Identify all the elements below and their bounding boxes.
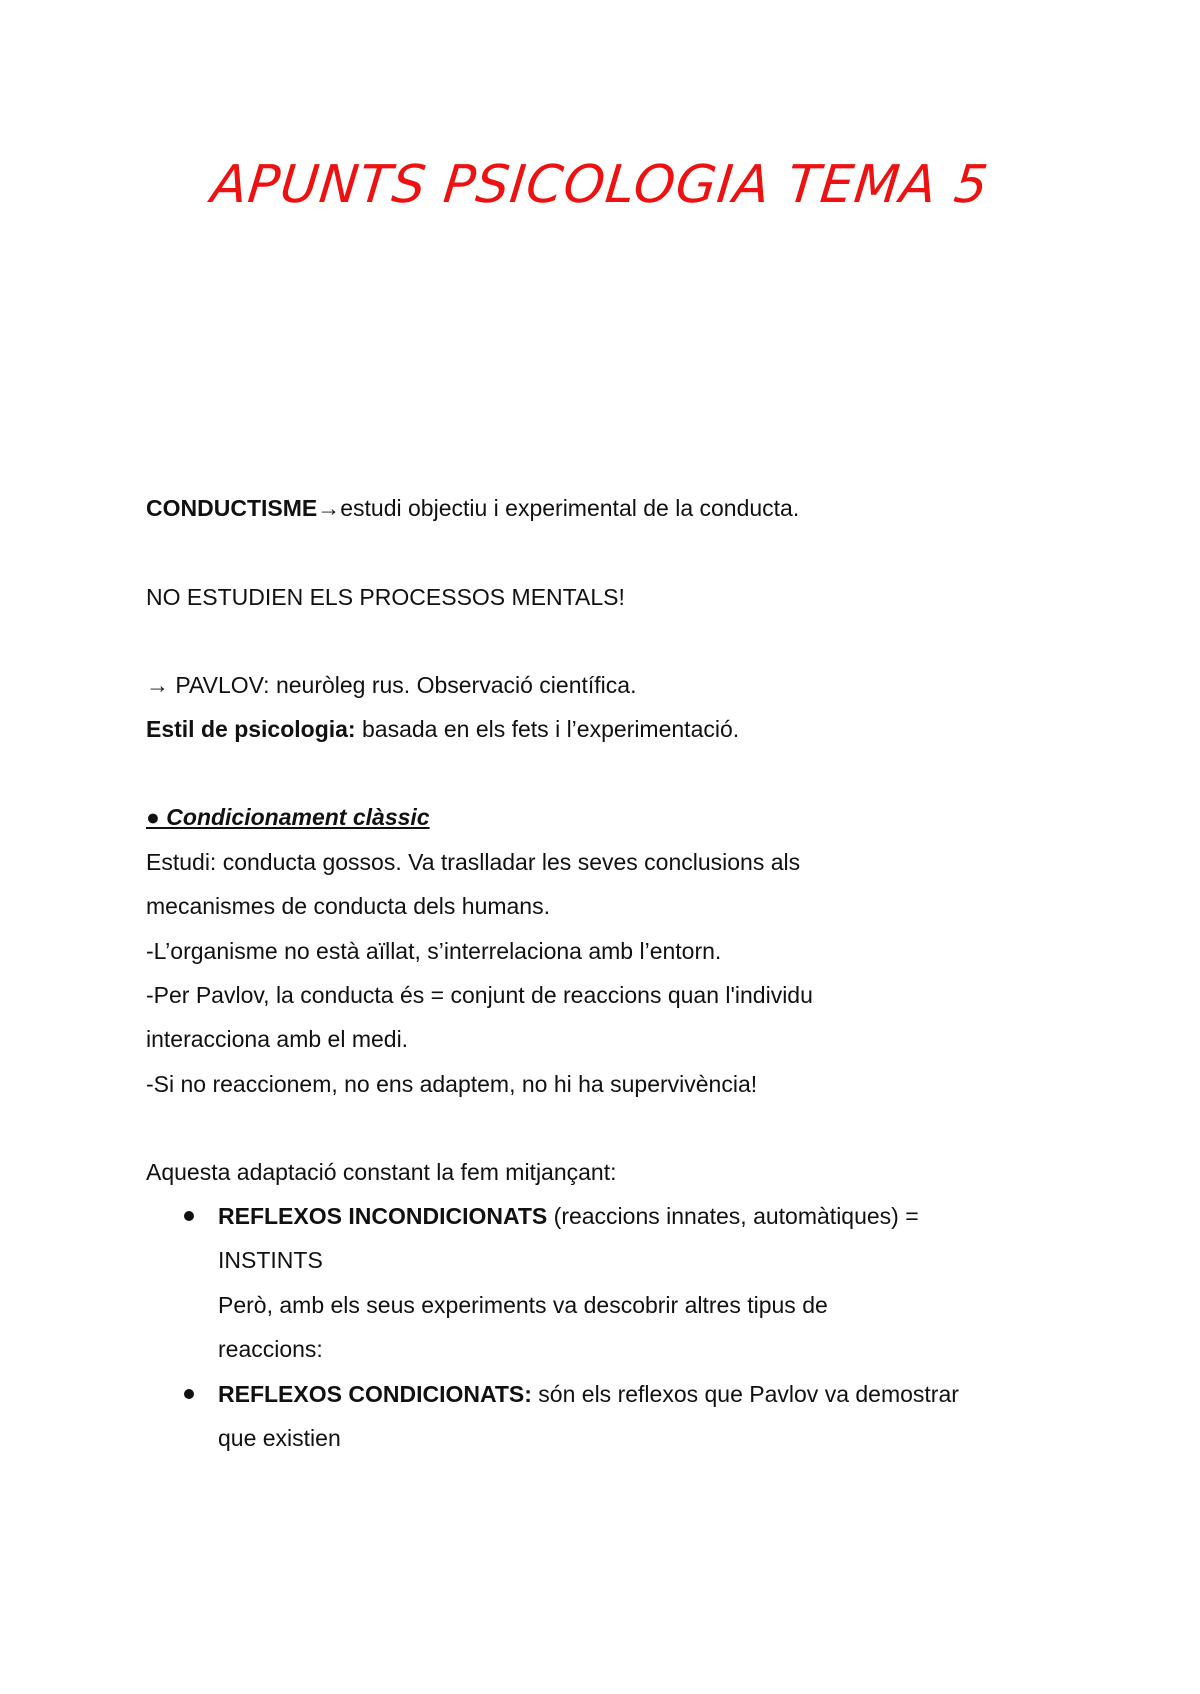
document-title: APUNTS PSICOLOGIA TEMA 5 <box>208 155 992 215</box>
conductisme-line <box>146 492 799 524</box>
conductisme-definition: →estudi objectiu i experimental de la conducta. <box>317 495 800 521</box>
estil-term: Estil de psicologia: <box>146 716 356 742</box>
bullet2-text: són els reflexos que Pavlov va demostrar <box>531 1381 959 1407</box>
bullet2-line2: que existien <box>218 1425 341 1451</box>
pavlov-line: → PAVLOV: neuròleg rus. Observació científica. <box>146 672 637 698</box>
bullet1-line4: reaccions: <box>218 1336 323 1362</box>
para4-line: -Si no reaccionem, no ens adaptem, no hi ha supervivència! <box>146 1071 758 1097</box>
section-heading-condicionament: ● Condicionament clàssic <box>146 804 430 830</box>
bullet1-line2: INSTINTS <box>218 1247 323 1273</box>
para3-line1: -Per Pavlov, la conducta és = conjunt de reaccions quan l'individu <box>146 982 813 1008</box>
estil-line <box>146 713 739 745</box>
bullet1-text: (reaccions innates, automàtiques) = <box>547 1203 919 1229</box>
no-estudien-line: NO ESTUDIEN ELS PROCESSOS MENTALS! <box>146 584 625 610</box>
para1-line2: mecanismes de conducta dels humans. <box>146 893 550 919</box>
bullet2-term: REFLEXOS CONDICIONATS: <box>218 1381 532 1407</box>
bullet1-line1 <box>218 1200 919 1232</box>
bullet-dot-icon <box>184 1211 194 1221</box>
bullet2-line1 <box>218 1378 959 1410</box>
bullet-dot-icon <box>184 1389 194 1399</box>
para3-line2: interacciona amb el medi. <box>146 1026 409 1052</box>
bullet1-term: REFLEXOS INCONDICIONATS <box>218 1203 548 1229</box>
conductisme-term: CONDUCTISME <box>146 495 318 521</box>
para5-line: Aquesta adaptació constant la fem mitjançant: <box>146 1159 617 1185</box>
bullet1-line3: Però, amb els seus experiments va descobrir altres tipus de <box>218 1292 828 1318</box>
estil-definition: basada en els fets i l’experimentació. <box>355 716 740 742</box>
para1-line1: Estudi: conducta gossos. Va traslladar les seves conclusions als <box>146 849 801 875</box>
para2-line: -L’organisme no està aïllat, s’interrelaciona amb l’entorn. <box>146 938 722 964</box>
